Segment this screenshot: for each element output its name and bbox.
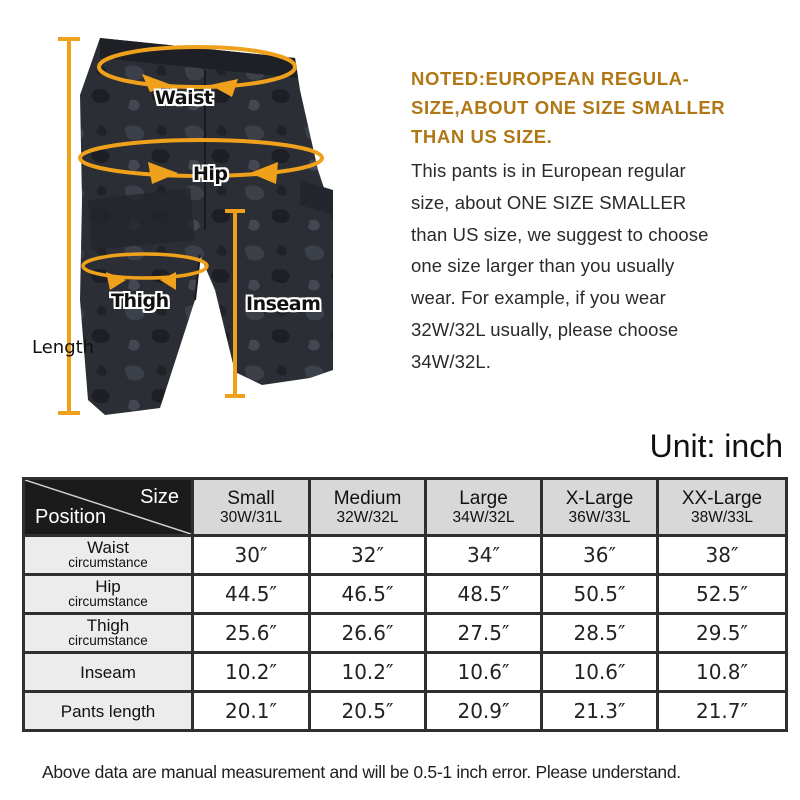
table-cell: 28.5″ <box>542 614 658 653</box>
unit-label: Unit: inch <box>649 428 783 464</box>
note-body <box>411 155 791 378</box>
size-code: 34W/32L <box>452 508 515 526</box>
position-header-label: Position <box>35 506 107 528</box>
row-label: Thigh <box>86 616 130 635</box>
size-name: Large <box>459 487 508 509</box>
table-cell: 38″ <box>658 536 787 575</box>
size-code: 30W/31L <box>219 508 283 526</box>
size-code: 36W/33L <box>568 508 631 526</box>
table-cell: 46.5″ <box>310 575 426 614</box>
table-row-waist <box>24 536 787 575</box>
corner-header-cell <box>24 479 193 536</box>
thigh-label: Thigh <box>111 290 169 312</box>
table-row-hip <box>24 575 787 614</box>
table-cell: 50.5″ <box>542 575 658 614</box>
table-cell: 10.2″ <box>310 653 426 692</box>
table-header-row <box>24 479 787 536</box>
size-header-xx-large <box>658 479 787 536</box>
table-cell: 10.6″ <box>542 653 658 692</box>
note-body-line: 34W/32L. <box>411 350 491 372</box>
table-cell: 44.5″ <box>193 575 310 614</box>
note-title <box>411 64 791 151</box>
row-label-pants-length <box>24 692 193 731</box>
row-label-waist <box>24 536 193 575</box>
table-cell: 34″ <box>426 536 542 575</box>
inseam-label: Inseam <box>246 293 321 315</box>
measurement-diagram <box>0 0 400 420</box>
table-cell: 20.9″ <box>426 692 542 731</box>
note-title-line: NOTED:EUROPEAN REGULA- <box>411 68 690 89</box>
size-code: 32W/32L <box>336 508 399 526</box>
row-label: Inseam <box>80 662 136 682</box>
table-cell: 30″ <box>193 536 310 575</box>
row-sublabel: circumstance <box>68 555 148 570</box>
note-body-line: wear. For example, if you wear <box>411 287 666 309</box>
note-body-line: 32W/32L usually, please choose <box>411 318 679 340</box>
hip-label: Hip <box>193 163 228 185</box>
size-name: XX-Large <box>681 487 763 509</box>
table-cell: 52.5″ <box>658 575 787 614</box>
table-cell: 20.5″ <box>310 692 426 731</box>
table-cell: 21.7″ <box>658 692 787 731</box>
size-name: Medium <box>333 487 402 509</box>
table-cell: 10.2″ <box>193 653 310 692</box>
table-cell: 25.6″ <box>193 614 310 653</box>
table-cell: 36″ <box>542 536 658 575</box>
table-cell: 32″ <box>310 536 426 575</box>
table-cell: 26.6″ <box>310 614 426 653</box>
table-cell: 27.5″ <box>426 614 542 653</box>
table-row-pants-length <box>24 692 787 731</box>
note-body-line: size, about ONE SIZE SMALLER <box>411 191 687 213</box>
size-header-medium <box>310 479 426 536</box>
note-title-line: THAN US SIZE. <box>411 126 553 147</box>
table-cell: 10.6″ <box>426 653 542 692</box>
table-cell: 10.8″ <box>658 653 787 692</box>
table-cell: 48.5″ <box>426 575 542 614</box>
row-label-hip <box>24 575 193 614</box>
table-cell: 21.3″ <box>542 692 658 731</box>
size-code: 38W/33L <box>690 508 754 526</box>
table-cell: 29.5″ <box>658 614 787 653</box>
note-title-line: SIZE,ABOUT ONE SIZE SMALLER <box>411 97 726 118</box>
table-cell: 20.1″ <box>193 692 310 731</box>
row-label: Pants length <box>60 701 156 721</box>
note-body-line: than US size, we suggest to choose <box>411 223 709 245</box>
note-body-line: This pants is in European regular <box>411 160 686 181</box>
length-label: Length <box>32 337 95 358</box>
size-header-label: Size <box>140 486 179 508</box>
row-label: Waist <box>87 538 129 557</box>
row-label-thigh <box>24 614 193 653</box>
size-chart-table <box>22 477 788 732</box>
size-header-large <box>426 479 542 536</box>
waist-label: Waist <box>155 87 213 109</box>
row-sublabel: circumstance <box>68 633 148 648</box>
size-header-x-large <box>542 479 658 536</box>
size-name: X-Large <box>565 487 634 509</box>
size-header-small <box>193 479 310 536</box>
measurement-disclaimer: Above data are manual measurement and will be 0.5-1 inch error. Please understand. <box>42 762 681 782</box>
size-name: Small <box>227 487 275 509</box>
row-label-inseam <box>24 653 193 692</box>
table-row-inseam <box>24 653 787 692</box>
table-row-thigh <box>24 614 787 653</box>
note-body-line: one size larger than you usually <box>411 255 675 277</box>
row-label: Hip <box>95 577 121 596</box>
size-note <box>411 64 791 378</box>
row-sublabel: circumstance <box>68 594 148 609</box>
